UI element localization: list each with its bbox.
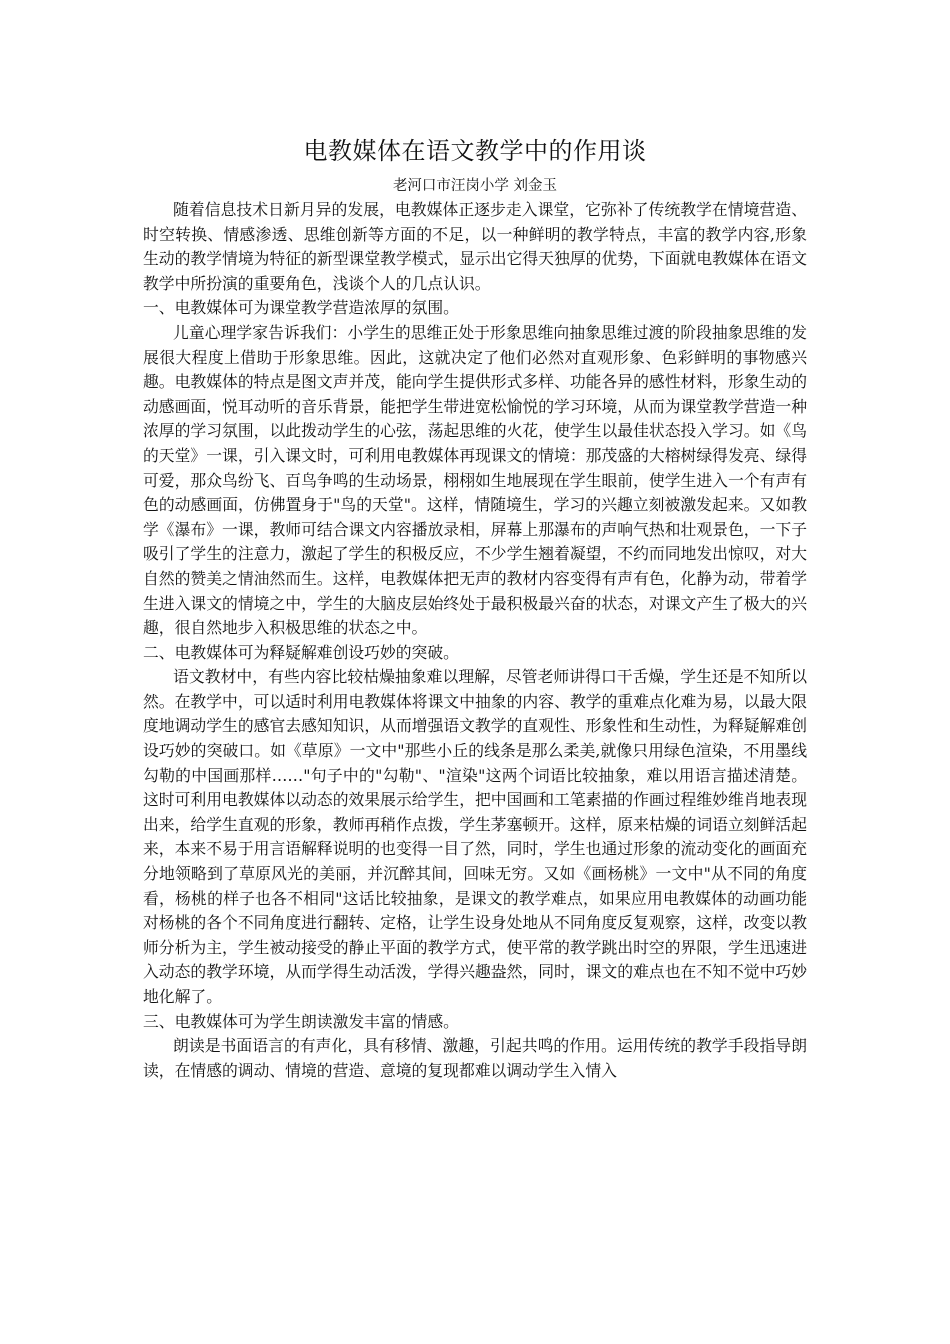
author-byline: 老河口市汪岗小学 刘金玉 bbox=[392, 178, 558, 194]
document-page bbox=[143, 120, 807, 1083]
section-2-body: 语文教材中，有些内容比较枯燥抽象难以理解，尽管老师讲得口干舌燥，学生还是不知所以然。在教学中，可以适时利用电教媒体将课文中抽象的内容、教学的重难点化难为易，以最大限度地调动学生的感官去感知知识，从而增强语文教学的直观性、形象性和生动性，为释疑解难创设巧妙的突破口。如《草原》一文中"那些小丘的线条是那么柔美,就像只用绿色渲染，不用墨线勾勒的中国画那样……"句子中的"勾勒"、"渲染"这两个词语比较抽象，难以用语言描述清楚。这时可利用电教媒体以动态的效果展示给学生，把中国画和工笔素描的作画过程维妙维肖地表现出来，给学生直观的形象，教师再稍作点拨，学生茅塞顿开。这样，原来枯燥的词语立刻鲜活起来，本来不易于用言语解释说明的也变得一目了然，同时，学生也通过形象的流动变化的画面充分地领略到了草原风光的美丽，并沉醉其间，回味无穷。又如《画杨桃》一文中"从不同的角度看，杨桃的样子也各不相同"这话比较抽象，是课文的教学难点，如果应用电教媒体的动画功能对杨桃的各个不同角度进行翻转、定格，让学生设身处地从不同角度反复观察，这样，改变以教师分析为主，学生被动接受的静止平面的教学方式，使平常的教学跳出时空的界限，学生迅速进入动态的教学环境，从而学得生动活泼，学得兴趣盎然，同时，课文的难点也在不知不觉中巧妙地化解了。 bbox=[143, 667, 807, 1006]
section-3-heading: 三、电教媒体可为学生朗读激发丰富的情感。 bbox=[143, 1011, 459, 1031]
document-title: 电教媒体在语文教学中的作用谈 bbox=[303, 137, 647, 165]
section-1-body: 儿童心理学家告诉我们：小学生的思维正处于形象思维向抽象思维过渡的阶段抽象思维的发展很大程度上借助于形象思维。因此，这就决定了他们必然对直观形象、色彩鲜明的事物感兴趣。电教媒体的特点是图文声并茂，能向学生提供形式多样、功能各异的感性材料，形象生动的动感画面，悦耳动听的音乐背景，能把学生带进宽松愉悦的学习环境，从而为课堂教学营造一种浓厚的学习氛围，以此拨动学生的心弦，荡起思维的火花，使学生以最佳状态投入学习。如《鸟的天堂》一课，引入课文时，可利用电教媒体再现课文的情境：那茂盛的大榕树绿得发亮、绿得可爱，那众鸟纷飞、百鸟争鸣的生动场景，栩栩如生地展现在学生眼前，使学生进入一个有声有色的动感画面，仿佛置身于"鸟的天堂"。这样，情随境生，学习的兴趣立刻被激发起来。又如教学《瀑布》一课，教师可结合课文内容播放录相，屏幕上那瀑布的声响气热和壮观景色，一下子吸引了学生的注意力，激起了学生的积极反应，不少学生翘着凝望，不约而同地发出惊叹，对大自然的赞美之情油然而生。这样，电教媒体把无声的教材内容变得有声有色，化静为动，带着学生进入课文的情境之中，学生的大脑皮层始终处于最积极最兴奋的状态，对课文产生了极大的兴趣，很自然地步入积极思维的状态之中。 bbox=[143, 322, 807, 638]
section-2-heading: 二、电教媒体可为释疑解难创设巧妙的突破。 bbox=[143, 642, 459, 662]
section-3-body: 朗读是书面语言的有声化，具有移情、激趣，引起共鸣的作用。运用传统的教学手段指导朗读，在情感的调动、情境的营造、意境的复现都难以调动学生入情入 bbox=[143, 1036, 807, 1080]
intro-paragraph: 随着信息技术日新月异的发展，电教媒体正逐步走入课堂，它弥补了传统教学在情境营造、时空转换、情感渗透、思维创新等方面的不足，以一种鲜明的教学特点，丰富的教学内容,形象生动的教学情境为特征的新型课堂教学模式，显示出它得天独厚的优势，下面就电教媒体在语文教学中所扮演的重要角色，浅谈个人的几点认识。 bbox=[143, 200, 807, 293]
section-1-heading: 一、电教媒体可为课堂教学营造浓厚的氛围。 bbox=[143, 298, 459, 318]
